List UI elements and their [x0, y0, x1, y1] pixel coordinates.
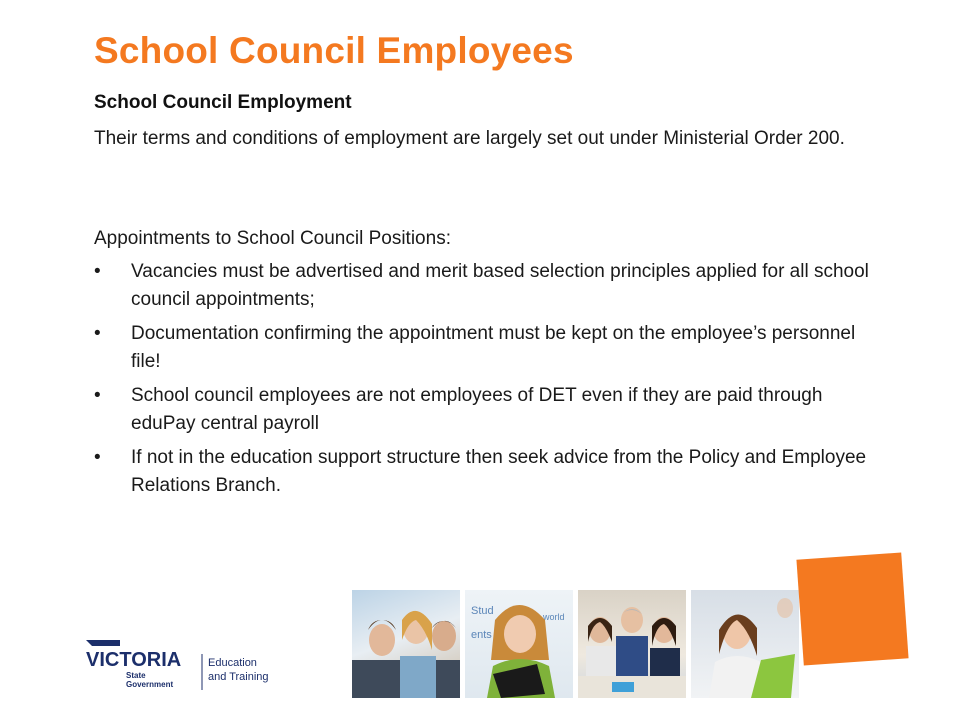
- whiteboard-text-1: Stud: [471, 605, 494, 617]
- whiteboard-text-2: ents: [471, 629, 492, 641]
- bullet-icon: •: [94, 385, 101, 406]
- slide-title: School Council Employees: [94, 30, 574, 71]
- logo-word: VICTORIA: [86, 649, 182, 671]
- slide-subheading: School Council Employment: [94, 92, 352, 113]
- list-item: [94, 444, 884, 500]
- list-item: [94, 382, 884, 438]
- bullet-text: School council employees are not employees of DET even if they are paid through eduPay central payroll: [131, 385, 823, 434]
- orange-decorative-square: [796, 552, 908, 665]
- bullet-text: If not in the education support structure then seek advice from the Policy and Employee Relations Branch.: [131, 447, 867, 496]
- bullet-text: Vacancies must be advertised and merit based selection principles applied for all school council appointments;: [131, 261, 869, 310]
- photo-teacher-whiteboard: [465, 590, 573, 698]
- bullet-text: Documentation confirming the appointment must be kept on the employee’s personnel file!: [131, 323, 856, 372]
- list-item: [94, 258, 884, 314]
- victoria-government-logo: [84, 636, 284, 696]
- whiteboard-text-3: world: [543, 612, 565, 622]
- bullet-icon: •: [94, 447, 101, 468]
- dept-line2: and Training: [208, 671, 269, 683]
- paragraph-terms: Their terms and conditions of employment are largely set out under Ministerial Order 200.: [94, 128, 845, 149]
- photo-meeting-table: [578, 590, 686, 698]
- logo-sub-government: Government: [126, 680, 174, 689]
- photo-students-group: [352, 590, 460, 698]
- dept-line1: Education: [208, 657, 257, 669]
- photo-laptop-student: [691, 590, 799, 698]
- bullet-icon: •: [94, 261, 101, 282]
- list-item: [94, 320, 884, 376]
- bullet-icon: •: [94, 323, 101, 344]
- logo-sub-state: State: [126, 671, 146, 680]
- victoria-map-icon: [86, 640, 120, 646]
- bullet-list: [94, 258, 884, 506]
- paragraph-appointments: Appointments to School Council Positions:: [94, 228, 451, 249]
